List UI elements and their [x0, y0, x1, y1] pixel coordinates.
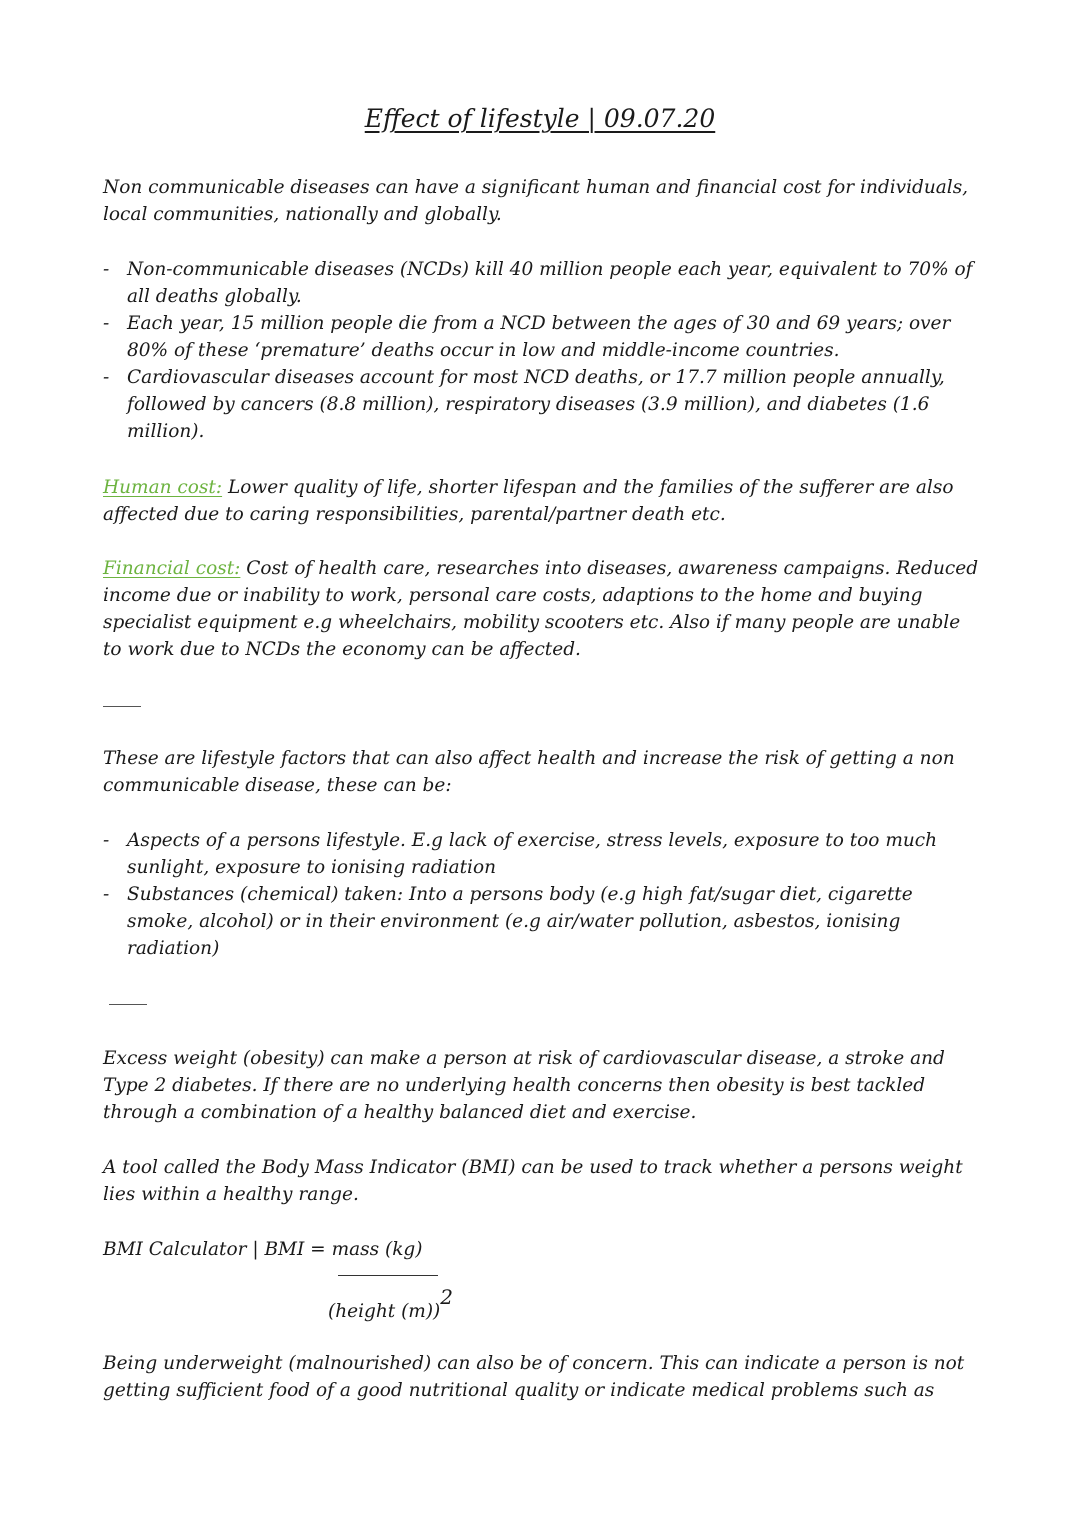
bmi-formula-numerator: BMI Calculator | BMI = mass (kg): [103, 1239, 423, 1260]
squared-exponent: 2: [440, 1285, 453, 1309]
fraction-bar: [338, 1275, 438, 1276]
intro-paragraph: Non communicable diseases can have a significant human and financial cost for individuals, local communities, nationally and globally.: [103, 177, 969, 225]
section-divider: [109, 1004, 147, 1005]
list-item: - Aspects of a persons lifestyle. E.g lack of exercise, stress levels, exposure to too much sunlight, exposure to ionising radiation: [103, 827, 983, 881]
list-item: - Each year, 15 million people die from a NCD between the ages of 30 and 69 years; over 80% of these ‘premature’ deaths occur in low and middle-income countries.: [103, 310, 983, 364]
underweight-paragraph: Being underweight (malnourished) can also be of concern. This can indicate a person is not getting sufficient food of a good nutritional quality or indicate medical problems such as: [103, 1353, 965, 1401]
list-item: - Cardiovascular diseases account for most NCD deaths, or 17.7 million people annually, followed by cancers (8.8 million), respiratory diseases (3.9 million), and diabetes (1.6 million).: [103, 364, 983, 445]
human-cost-label: Human cost:: [103, 477, 223, 498]
list-item: - Substances (chemical) taken: Into a persons body (e.g high fat/sugar diet, cigarette smoke, alcohol) or in their environment (e.g air/water pollution, asbestos, ionising radiation): [103, 881, 983, 962]
bmi-tool-paragraph: A tool called the Body Mass Indicator (BMI) can be used to track whether a persons weight lies within a healthy range.: [103, 1157, 963, 1205]
section-divider: [103, 706, 141, 707]
human-cost-text: Lower quality of life, shorter lifespan and the families of the sufferer are also affected due to caring responsibilities, parental/partner death etc.: [103, 477, 954, 525]
lifestyle-factors-list: [103, 827, 983, 962]
ncd-facts-list: [103, 256, 983, 445]
dash-bullet: -: [103, 367, 110, 388]
financial-cost-label: Financial cost:: [103, 558, 241, 579]
dash-bullet: -: [103, 259, 110, 280]
dash-bullet: -: [103, 313, 110, 334]
human-cost-paragraph: [103, 474, 983, 528]
bmi-formula-denominator: (height (m))$^2$: [328, 1285, 453, 1323]
lifestyle-intro-paragraph: These are lifestyle factors that can also affect health and increase the risk of getting a non communicable disease, these can be:: [103, 748, 955, 796]
dash-bullet: -: [103, 830, 110, 851]
page-title: Effect of lifestyle | 09.07.20: [364, 104, 716, 133]
obesity-paragraph: Excess weight (obesity) can make a person at risk of cardiovascular disease, a stroke and Type 2 diabetes. If there are no underlying health concerns then obesity is best tackled through a combination of a healthy balanced diet and exercise.: [103, 1048, 945, 1123]
financial-cost-paragraph: [103, 555, 983, 663]
financial-cost-text: Cost of health care, researches into diseases, awareness campaigns. Reduced income due or inability to work, personal care costs, adaptions to the home and buying specialist equipment e.g wheelchairs, mobility scooters etc. Also if many people are unable to work due to NCDs the economy can be affected.: [103, 558, 979, 660]
list-item: - Non-communicable diseases (NCDs) kill 40 million people each year, equivalent to 70% of all deaths globally.: [103, 256, 983, 310]
dash-bullet: -: [103, 884, 110, 905]
